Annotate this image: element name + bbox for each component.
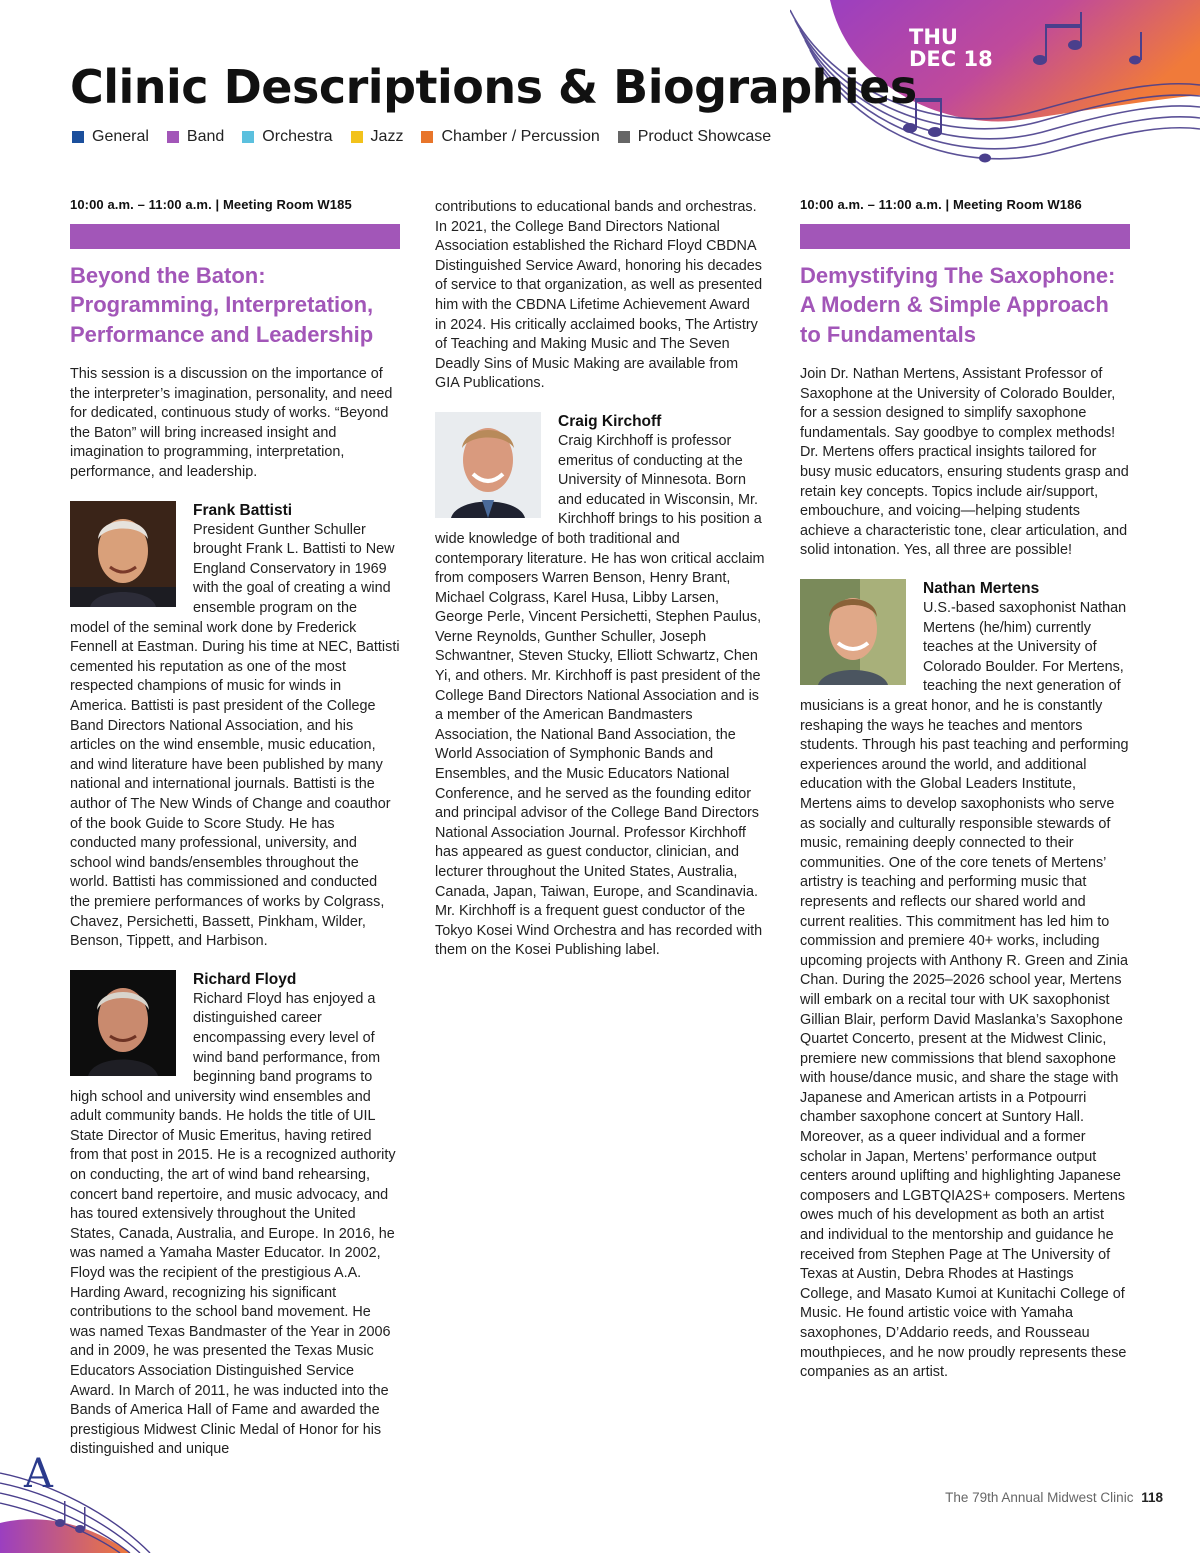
date-badge <box>909 26 993 70</box>
session-title: Beyond the Baton: Programming, Interpretation, Performance and Leadership <box>70 262 374 347</box>
portrait-photo <box>70 970 176 1076</box>
session-description: This session is a discussion on the importance of the interpreter’s imagination, personality, and need for dedicated, continuous study of works. “Beyond the Baton” will bring increased insight and imagination to programming, interpretation, performance, and leadership. <box>70 366 393 481</box>
category-legend <box>72 128 771 146</box>
portrait-photo <box>800 579 906 685</box>
page-number: 118 <box>1141 1490 1163 1505</box>
legend-swatch <box>167 131 179 143</box>
band-category-bar <box>70 224 400 249</box>
column-right <box>800 195 1130 1383</box>
legend-label: General <box>92 128 149 145</box>
legend-item-band <box>167 128 224 146</box>
page-footer <box>945 1490 1163 1505</box>
legend-swatch <box>421 131 433 143</box>
bio-name: Nathan Mertens <box>923 580 1040 598</box>
footer-publication: The 79th Annual Midwest Clinic <box>945 1490 1134 1505</box>
legend-item-orchestra <box>242 128 332 146</box>
portrait-photo <box>435 412 541 518</box>
page-title: Clinic Descriptions & Biographies <box>70 60 917 114</box>
bio-text-continued: contributions to educational bands and orchestras. In 2021, the College Band Directors National Association established the Richard Floyd CBDNA Distinguished Service Award, honoring his decades of service to that organization, as well as presented him with the CBDNA Lifetime Achievement Award in 2024. His critically acclaimed books, The Artistry of Teaching and Making Music and The Seven Deadly Sins of Music Making are available from GIA Publications. <box>435 199 763 392</box>
bio-nathan-mertens <box>800 579 1130 1383</box>
column-left <box>70 195 400 1460</box>
bio-text: Richard Floyd has enjoyed a distinguished career encompassing every level of wind band performance, from beginning band programs to high school and university wind ensembles and adult community bands. He holds the title of UIL State Director of Music Emeritus, having retired from that post in 2015. He is a recognized authority on conducting, the art of wind band rehearsing, concert band repertoire, and music advocacy, and has toured extensively throughout the United States, Canada, Australia, and Europe. In 2016, he was named a Yamaha Master Educator. In 2002, Floyd was the recipient of the prestigious A.A. Harding Award, recognizing his significant contributions to the school band movement. He was named Texas Bandmaster of the Year in 2006 and in 2009, he was presented the Texas Music Educators Association Distinguished Service Award. In March of 2011, he was inducted into the Bands of America Hall of Fame and awarded the prestigious Midwest Clinic Medal of Honor for his distinguished and unique <box>70 990 396 1458</box>
bio-craig-kirchoff <box>435 412 765 961</box>
session-time: 10:00 a.m. – 11:00 a.m. | Meeting Room W186 <box>800 197 1082 212</box>
date-day: THU <box>909 25 958 49</box>
session-title: Demystifying The Saxophone: A Modern & Simple Approach to Fundamentals <box>800 262 1116 347</box>
legend-label: Chamber / Percussion <box>441 128 600 145</box>
bio-frank-battisti <box>70 501 400 952</box>
bio-name: Richard Floyd <box>193 970 297 988</box>
portrait-photo <box>70 501 176 607</box>
legend-swatch <box>618 131 630 143</box>
date-date: DEC 18 <box>909 47 993 71</box>
legend-item-general <box>72 128 149 146</box>
band-category-bar <box>800 224 1130 249</box>
bio-text: U.S.-based saxophonist Nathan Mertens (he/him) currently teaches at the University of Colorado Boulder. For Mertens, teaching the next generation of musicians is a great honor, and he is constantly reshaping the ways he teaches and mentors students. Through his past teaching and performing experiences around the world, and additional education with the Global Leaders Institute, Mertens aims to develop saxophonists who serve as socially and culturally responsible stewards of music, remaining deeply connected to their communities. One of the core tenets of Mertens’ artistry is teaching and performing music that represents and reflects our shared world and current realities. This commitment has led him to commission and premiere 40+ works, including upcoming projects with Anthony R. Green and Zinia Chan. During the 2025–2026 school year, Mertens will embark on a recital tour with UK saxophonist Gillian Blair, perform David Maslanka’s Saxophone Quartet Concerto, present at the Midwest Clinic, premiere new commissions that blend saxophone with house/dance music, and share the stage with Japanese and American artists in a Potpourri chamber saxophone concert at Suntory Hall. Moreover, as a queer individual and a former scholar in Japan, Mertens’ performance output centers around uplifting and highlighting Japanese composers and LGBTQIA2S+ composers. Mertens owes much of his development as both an artist and individual to the mentorship and guidance he received from Stephen Page at The University of Texas at Austin, Debra Rhodes at Hastings College, and Masato Kumoi at Kunitachi College of Music. He found artistic voice with Yamaha saxophones, D’Addario reeds, and Rousseau mouthpieces, and he now proudly represents these companies as an artist. <box>800 600 1129 1381</box>
legend-label: Jazz <box>370 128 404 145</box>
svg-text:A: A <box>24 1451 53 1497</box>
legend-item-jazz <box>351 128 404 146</box>
legend-swatch <box>242 131 254 143</box>
bio-name: Craig Kirchoff <box>558 412 662 430</box>
bio-richard-floyd <box>70 970 400 1460</box>
session-time: 10:00 a.m. – 11:00 a.m. | Meeting Room W185 <box>70 197 352 212</box>
legend-item-chamber-percussion <box>421 128 599 146</box>
legend-swatch <box>72 131 84 143</box>
corner-music-staff-decoration-bottom <box>0 1443 200 1553</box>
legend-label: Product Showcase <box>637 128 772 145</box>
session-description: Join Dr. Nathan Mertens, Assistant Professor of Saxophone at the University of Colorado Boulder, for a session designed to simplify saxophone fundamentals. Say goodbye to complex methods! Dr. Mertens offers practical insights tailored for busy music educators, ensuring students grasp and retain key concepts. Topics include air/support, embouchure, and voicing—helping students achieve a characteristic tone, clear articulation, and solid intonation. Yes, all three are possible! <box>800 366 1129 559</box>
column-middle <box>435 198 765 961</box>
bio-text: President Gunther Schuller brought Frank L. Battisti to New England Conservatory in 1969 with the goal of creating a wind ensemble program on the model of the seminal work done by Frederick Fennell at Eastman. During his time at NEC, Battisti cemented his reputation as one of the most respected champions of music for winds in America. Battisti is past president of the College Band Directors National Association, and his articles on the wind ensemble, music education, and wind literature have been published by many national and international journals. Battisti is the author of The New Winds of Change and coauthor of the book Guide to Score Study. He has conducted many professional, university, and school wind bands/ensembles throughout the world. Battisti has commissioned and conducted the premiere performances of works by Colgrass, Chavez, Persichetti, Bassett, Pinkham, Wilder, Benson, Tippett, and Harbison. <box>70 521 400 950</box>
bio-name: Frank Battisti <box>193 501 293 519</box>
legend-label: Band <box>186 128 225 145</box>
legend-label: Orchestra <box>262 128 333 145</box>
legend-item-product-showcase <box>618 128 771 146</box>
bio-text: Craig Kirchhoff is professor emeritus of conducting at the University of Minnesota. Born and educated in Wisconsin, Mr. Kirchhoff brings to his position a wide knowledge of both traditional and contemporary literature. He has won critical acclaim from composers Warren Benson, Henry Brant, Michael Colgrass, Karel Husa, Libby Larsen, George Perle, Vincent Persichetti, Stephen Paulus, Verne Reynolds, Gunther Schuller, Joseph Schwantner, Steven Stucky, Elliott Schwartz, Chen Yi, and others. Mr. Kirchhoff is past president of the College Band Directors National Association and is a member of the American Bandmasters Association, the National Band Association, the World Association of Symphonic Bands and Ensembles, and the Music Educators National Conference, and he served as the founding editor and principal advisor of the College Band Directors National Association Journal. Professor Kirchhoff has appeared as guest conductor, clinician, and lecturer throughout the United States, Australia, Canada, Japan, Taiwan, Europe, and Scandinavia. Mr. Kirchhoff is a frequent guest conductor of the Tokyo Kosei Wind Orchestra and has recorded with them on the Kosei Publishing label. <box>435 432 765 959</box>
legend-swatch <box>351 131 363 143</box>
